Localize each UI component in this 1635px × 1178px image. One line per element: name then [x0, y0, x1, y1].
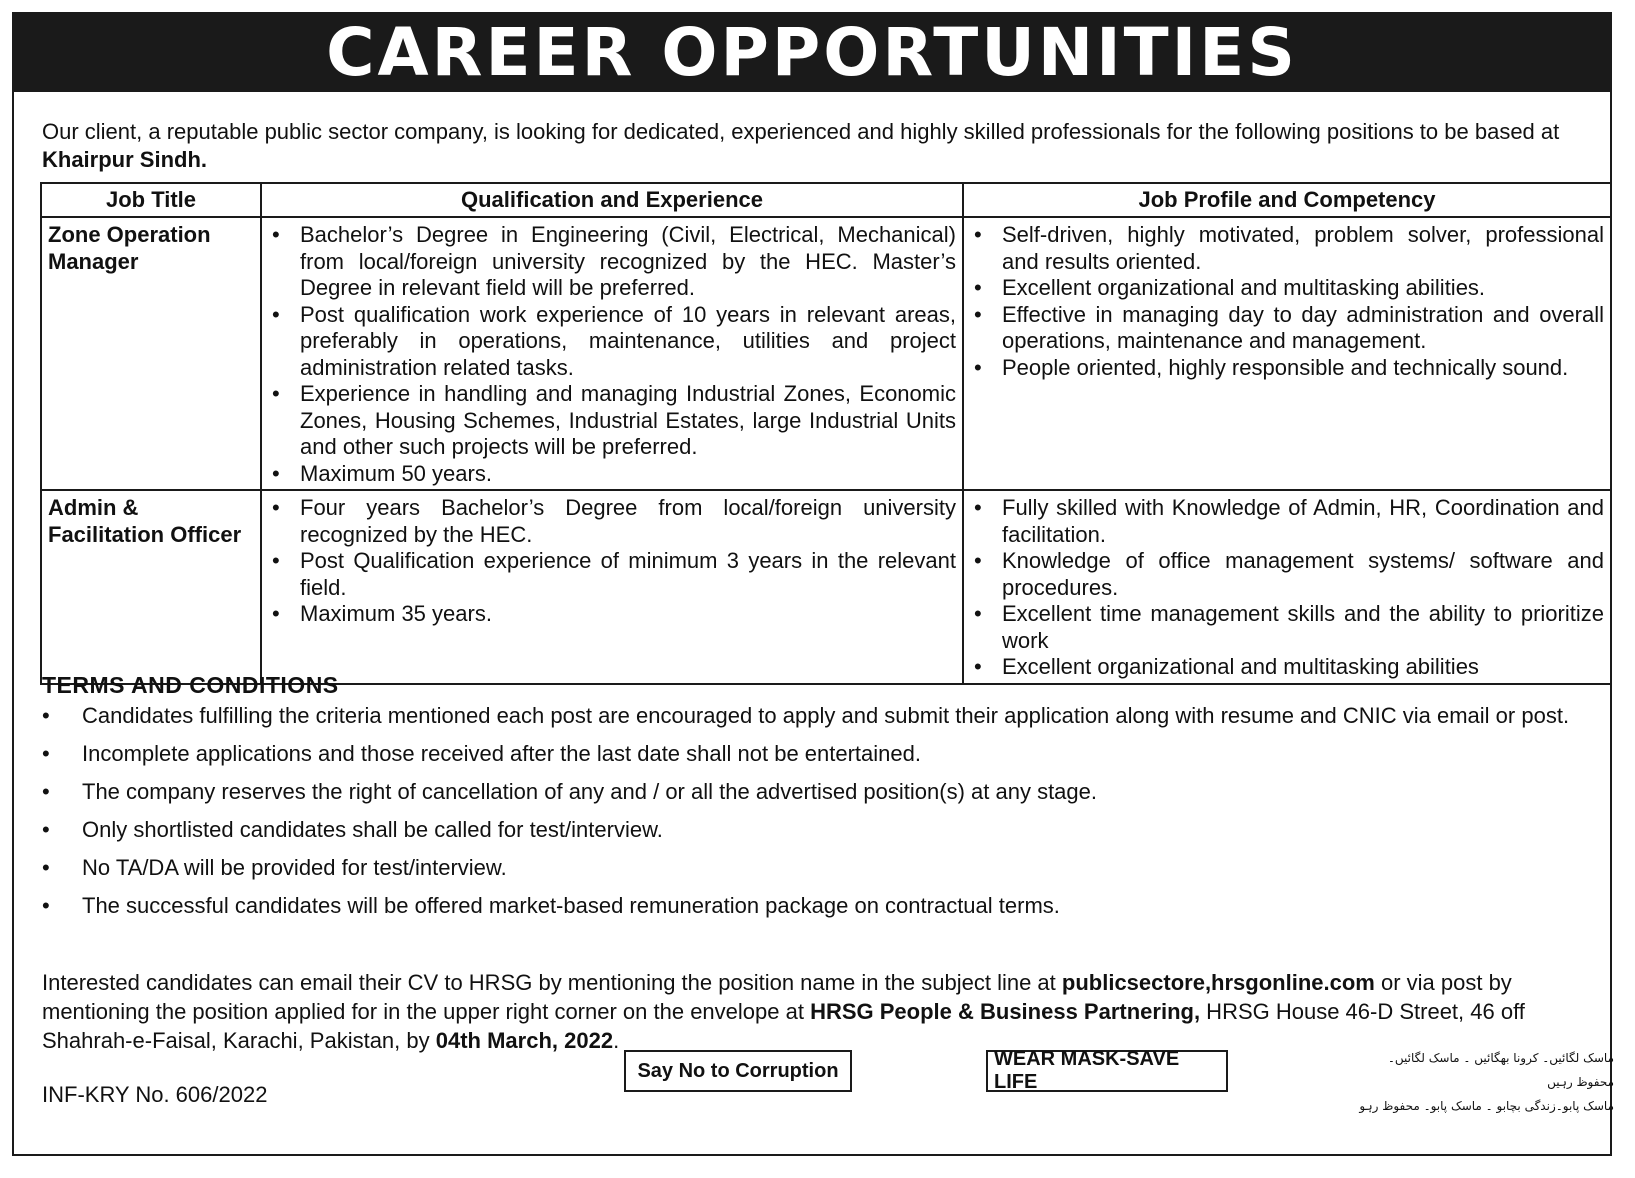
apply-deadline: 04th March, 2022: [435, 1028, 614, 1053]
list-item: • No TA/DA will be provided for test/interview.: [42, 854, 1612, 882]
list-item: • Maximum 50 years.: [268, 461, 956, 488]
list-item: • Candidates fulfilling the criteria mentioned each post are encouraged to apply and submit their application along with resume and CNIC via email or post.: [42, 702, 1612, 730]
intro-paragraph: [42, 118, 1612, 174]
reference-number: INF-KRY No. 606/2022: [42, 1082, 268, 1107]
list-item: • Post qualification work experience of 10 years in relevant areas, preferably in operations, maintenance, utilities and project administration related tasks.: [268, 302, 956, 382]
list-item: • People oriented, highly responsible and technically sound.: [970, 355, 1604, 382]
apply-company: HRSG People & Business Partnering,: [810, 999, 1201, 1024]
list-item: • Fully skilled with Knowledge of Admin, HR, Coordination and facilitation.: [970, 495, 1604, 548]
list-item: • Only shortlisted candidates shall be called for test/interview.: [42, 816, 1612, 844]
ad-frame: [12, 92, 1612, 1156]
list-item: • The company reserves the right of cancellation of any and / or all the advertised position(s) at any stage.: [42, 778, 1612, 806]
intro-location: Khairpur Sindh.: [42, 147, 207, 172]
list-item: • Bachelor’s Degree in Engineering (Civil, Electrical, Mechanical) from local/foreign university recognized by the HEC. Master’s Degree in relevant field will be preferred.: [268, 222, 956, 302]
list-item: • Excellent organizational and multitasking abilities: [970, 654, 1604, 681]
job-title: Admin & Facilitation Officer: [41, 490, 261, 684]
column-header: Job Title: [41, 183, 261, 217]
competency-cell: [963, 490, 1611, 684]
competency-cell: [963, 217, 1611, 490]
job-title: Zone Operation Manager: [41, 217, 261, 490]
application-instructions: [42, 968, 1617, 1055]
urdu-slogan: [1354, 1046, 1614, 1118]
anti-corruption-box: Say No to Corruption: [624, 1050, 852, 1092]
urdu-line: ماسک لگائیں۔ کرونا بھگائیں ۔ ماسک لگائیں۔ محفوظ رہیں: [1387, 1051, 1614, 1089]
list-item: • Effective in managing day to day administration and overall operations, maintenance and management.: [970, 302, 1604, 355]
list-item: • The successful candidates will be offered market-based remuneration package on contractual terms.: [42, 892, 1612, 920]
column-header: Qualification and Experience: [261, 183, 963, 217]
qualification-cell: [261, 490, 963, 684]
list-item: • Maximum 35 years.: [268, 601, 956, 628]
apply-text: or via post by mentioning the position applied for in the upper right corner on the envelope at: [42, 970, 1512, 1024]
table-header-row: [41, 183, 1611, 217]
apply-text: .: [613, 1028, 620, 1053]
apply-text: HRSG House 46-D Street, 46 off Shahrah-e-Faisal, Karachi, Pakistan, by: [42, 999, 1525, 1053]
qualification-cell: [261, 217, 963, 490]
table-row: [41, 217, 1611, 490]
apply-text: Interested candidates can email their CV to HRSG by mentioning the position name in the subject line at: [42, 970, 1062, 995]
intro-text: Our client, a reputable public sector company, is looking for dedicated, experienced and highly skilled professionals for the following positions to be based at: [42, 119, 1560, 144]
list-item: • Self-driven, highly motivated, problem solver, professional and results oriented.: [970, 222, 1604, 275]
apply-email: publicsectore,hrsgonline.com: [1061, 970, 1375, 995]
list-item: • Excellent time management skills and the ability to prioritize work: [970, 601, 1604, 654]
table-row: [41, 490, 1611, 684]
terms-heading: TERMS AND CONDITIONS: [42, 672, 339, 698]
list-item: • Knowledge of office management systems/ software and procedures.: [970, 548, 1604, 601]
advertisement: [12, 12, 1622, 1162]
terms-list: [42, 702, 1612, 930]
list-item: • Experience in handling and managing Industrial Zones, Economic Zones, Housing Schemes, Industrial Estates, large Industrial Units and other such projects will be preferred.: [268, 381, 956, 461]
list-item: • Incomplete applications and those received after the last date shall not be entertained.: [42, 740, 1612, 768]
wear-mask-box: WEAR MASK-SAVE LIFE: [986, 1050, 1228, 1092]
list-item: • Four years Bachelor’s Degree from local/foreign university recognized by the HEC.: [268, 495, 956, 548]
header-banner: [12, 12, 1612, 92]
urdu-line: ماسک پابو۔زندگی بچابو ۔ ماسک پابو۔ محفوظ رہو: [1359, 1099, 1614, 1113]
list-item: • Excellent organizational and multitasking abilities.: [970, 275, 1604, 302]
jobs-table: [40, 182, 1612, 685]
list-item: • Post Qualification experience of minimum 3 years in the relevant field.: [268, 548, 956, 601]
column-header: Job Profile and Competency: [963, 183, 1611, 217]
page-title: CAREER OPPORTUNITIES: [326, 13, 1298, 91]
